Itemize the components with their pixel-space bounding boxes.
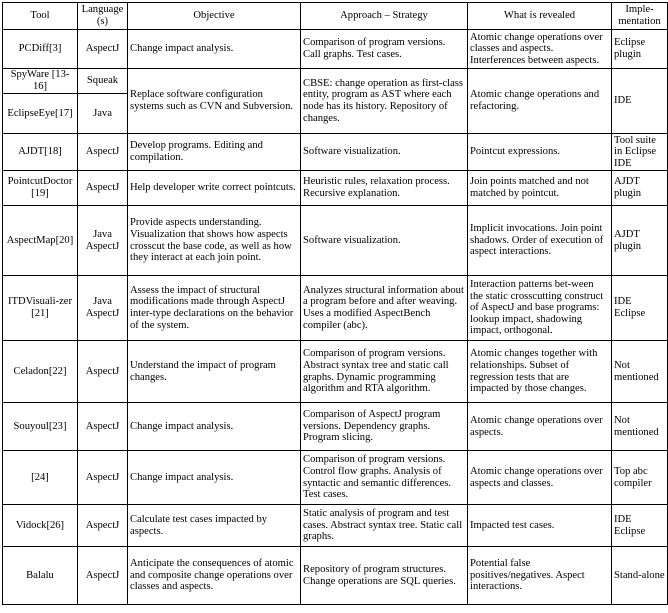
cell-tool: PCDiff[3] — [3, 30, 78, 69]
cell-tool: AspectMap[20] — [3, 206, 78, 276]
header-implementation: Imple-mentation — [612, 3, 668, 30]
cell-objective: Help developer write correct pointcuts. — [128, 171, 301, 206]
cell-approach: Comparison of program versions. Abstract syntax tree and static call graphs. Dynamic programming algorithm and RTA algorithm. — [301, 341, 468, 403]
table-row — [3, 276, 668, 341]
cell-approach: Software visualization. — [301, 134, 468, 171]
cell-language: AspectJ — [78, 547, 128, 605]
cell-revealed: Atomic change operations and refactoring. — [468, 69, 612, 134]
table-row — [3, 206, 668, 276]
cell-implementation: IDE Eclipse — [612, 505, 668, 547]
cell-objective: Change impact analysis. — [128, 30, 301, 69]
cell-approach: Static analysis of program and test cases. Abstract syntax tree. Static call graphs. — [301, 505, 468, 547]
cell-revealed: Atomic changes together with relationships. Subset of regression tests that are impacted by those changes. — [468, 341, 612, 403]
cell-language: AspectJ — [78, 134, 128, 171]
cell-approach: Comparison of program versions. Call graphs. Test cases. — [301, 30, 468, 69]
cell-implementation: Not mentioned — [612, 341, 668, 403]
cell-revealed: Interaction patterns bet-ween the static crosscutting construct of AspectJ and base programs: lookup impact, shadowing impact, orthogonal. — [468, 276, 612, 341]
cell-tool: AJDT[18] — [3, 134, 78, 171]
cell-language: AspectJ — [78, 403, 128, 451]
cell-revealed: Atomic change operations over aspects. — [468, 403, 612, 451]
cell-tool: SpyWare [13-16] — [3, 69, 78, 94]
cell-tool: ITDVisuali-zer [21] — [3, 276, 78, 341]
header-approach: Approach – Strategy — [301, 3, 468, 30]
cell-implementation: IDE — [612, 69, 668, 134]
cell-revealed: Implicit invocations. Join point shadows. Order of execution of aspect interactions. — [468, 206, 612, 276]
cell-revealed: Impacted test cases. — [468, 505, 612, 547]
cell-language: Java AspectJ — [78, 206, 128, 276]
table-row — [3, 134, 668, 171]
cell-revealed: Atomic change operations over aspects and classes. — [468, 451, 612, 505]
header-language: Language (s) — [78, 3, 128, 30]
cell-language: AspectJ — [78, 341, 128, 403]
cell-tool: Souyoul[23] — [3, 403, 78, 451]
cell-tool: EclipseEye[17] — [3, 94, 78, 134]
table-row — [3, 547, 668, 605]
cell-implementation: Top abc compiler — [612, 451, 668, 505]
cell-approach: CBSE: change operation as first-class entity, program as AST where each node has its history. Repository of changes. — [301, 69, 468, 134]
table-row — [3, 451, 668, 505]
cell-objective: Replace software configuration systems such as CVN and Subversion. — [128, 69, 301, 134]
cell-implementation: AJDT plugin — [612, 171, 668, 206]
table-row — [3, 171, 668, 206]
cell-implementation: Tool suite in Eclipse IDE — [612, 134, 668, 171]
cell-revealed: Pointcut expressions. — [468, 134, 612, 171]
cell-approach: Analyzes structural information about a program before and after weaving. Uses a modified AspectBench compiler (abc). — [301, 276, 468, 341]
header-objective: Objective — [128, 3, 301, 30]
cell-language: Java — [78, 94, 128, 134]
cell-approach: Comparison of program versions. Control flow graphs. Analysis of syntactic and semantic differences. Test cases. — [301, 451, 468, 505]
table-row — [3, 403, 668, 451]
cell-objective: Assess the impact of structural modifications made through AspectJ inter-type declarations on the behavior of the system. — [128, 276, 301, 341]
header-revealed: What is revealed — [468, 3, 612, 30]
cell-implementation: AJDT plugin — [612, 206, 668, 276]
cell-implementation: Not mentioned — [612, 403, 668, 451]
cell-tool: PointcutDoctor [19] — [3, 171, 78, 206]
cell-objective: Change impact analysis. — [128, 403, 301, 451]
table-row — [3, 69, 668, 94]
cell-approach: Software visualization. — [301, 206, 468, 276]
cell-objective: Change impact analysis. — [128, 451, 301, 505]
cell-language: Java AspectJ — [78, 276, 128, 341]
cell-approach: Heuristic rules, relaxation process. Recursive explanation. — [301, 171, 468, 206]
cell-revealed: Atomic change operations over classes and aspects. Interferences between aspects. — [468, 30, 612, 69]
cell-language: AspectJ — [78, 30, 128, 69]
cell-revealed: Join points matched and not matched by pointcut. — [468, 171, 612, 206]
cell-revealed: Potential false positives/negatives. Aspect interactions. — [468, 547, 612, 605]
cell-tool: Celadon[22] — [3, 341, 78, 403]
table-row — [3, 505, 668, 547]
cell-tool: [24] — [3, 451, 78, 505]
cell-approach: Comparison of AspectJ program versions. Dependency graphs. Program slicing. — [301, 403, 468, 451]
header-tool: Tool — [3, 3, 78, 30]
cell-approach: Repository of program structures. Change operations are SQL queries. — [301, 547, 468, 605]
table-row — [3, 341, 668, 403]
cell-objective: Understand the impact of program changes. — [128, 341, 301, 403]
cell-language: AspectJ — [78, 505, 128, 547]
cell-tool: Vidock[26] — [3, 505, 78, 547]
cell-objective: Anticipate the consequences of atomic and composite change operations over classes and aspects. — [128, 547, 301, 605]
cell-language: AspectJ — [78, 451, 128, 505]
cell-implementation: Stand-alone — [612, 547, 668, 605]
table-row — [3, 30, 668, 69]
cell-implementation: IDE Eclipse — [612, 276, 668, 341]
cell-language: Squeak — [78, 69, 128, 94]
cell-implementation: Eclipse plugin — [612, 30, 668, 69]
cell-language: AspectJ — [78, 171, 128, 206]
header-row — [3, 3, 668, 30]
cell-objective: Provide aspects understanding. Visualization that shows how aspects crosscut the base code, as well as how they interact at each join point. — [128, 206, 301, 276]
tools-comparison-table — [2, 2, 668, 605]
cell-tool: Balalu — [3, 547, 78, 605]
cell-objective: Develop programs. Editing and compilation. — [128, 134, 301, 171]
cell-objective: Calculate test cases impacted by aspects. — [128, 505, 301, 547]
